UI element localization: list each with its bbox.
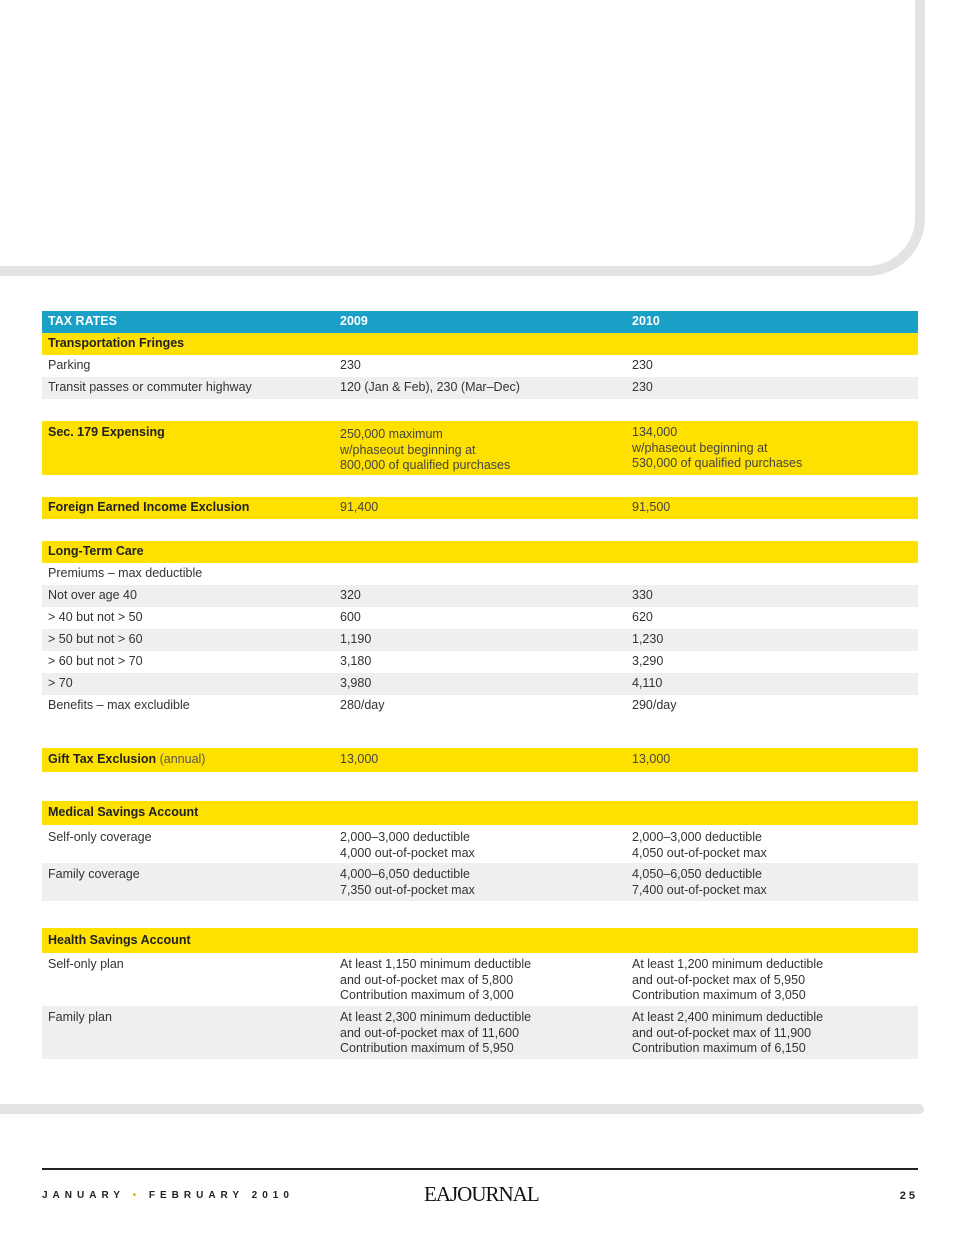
row-label: > 70 xyxy=(48,676,73,691)
row-value-2009: 13,000 xyxy=(340,752,379,767)
row-value-2010: 13,000 xyxy=(632,752,671,767)
section-medical-savings-account xyxy=(42,801,918,825)
row-label: Family plan xyxy=(48,1010,112,1024)
table-row xyxy=(42,1006,918,1059)
header-label: TAX RATES xyxy=(48,314,117,329)
row-value-2009: 4,000–6,050 deductible 7,350 out-of-pocket max xyxy=(340,867,475,897)
section-transportation-fringes xyxy=(42,333,918,355)
page-number: 25 xyxy=(899,1190,918,1202)
row-label: Not over age 40 xyxy=(48,588,137,603)
section-title-wrap xyxy=(42,752,334,768)
row-label: Self-only plan xyxy=(48,957,124,971)
row-value-2010: At least 1,200 minimum deductible and out-of-pocket max of 5,950 Contribution maximum of 3,050 xyxy=(632,957,824,1002)
row-value-2010: 3,290 xyxy=(632,654,664,669)
row-value-2010: 230 xyxy=(632,380,653,395)
row-value-2009: 91,400 xyxy=(340,500,379,515)
section-title: Health Savings Account xyxy=(48,932,191,947)
section-health-savings-account xyxy=(42,928,918,953)
row-value-2010: At least 2,400 minimum deductible and out-of-pocket max of 11,900 Contribution maximum of 6,150 xyxy=(632,1010,824,1055)
table-row xyxy=(42,695,918,717)
footer-month-1: JANUARY xyxy=(42,1190,125,1201)
section-title: Sec. 179 Expensing xyxy=(48,425,165,439)
row-value-2010: 620 xyxy=(632,610,653,625)
row-label: Benefits – max excludible xyxy=(48,698,190,713)
row-label: Family coverage xyxy=(48,867,140,881)
table-row xyxy=(42,825,918,863)
row-value-2009: 3,980 xyxy=(340,676,372,691)
row-value-2009: 120 (Jan & Feb), 230 (Mar–Dec) xyxy=(340,380,520,395)
row-value-2009: 250,000 maximum w/phaseout beginning at 800,000 of qualified purchases xyxy=(340,427,511,472)
row-label: Premiums – max deductible xyxy=(48,566,203,581)
row-label: > 50 but not > 60 xyxy=(48,632,143,647)
row-label: Transit passes or commuter highway xyxy=(48,380,252,395)
table-row xyxy=(42,651,918,673)
row-value-2009: 1,190 xyxy=(340,632,372,647)
row-value-2010: 4,110 xyxy=(632,676,663,691)
footer-rule xyxy=(42,1168,918,1170)
section-title: Foreign Earned Income Exclusion xyxy=(48,500,250,515)
row-value-2010: 290/day xyxy=(632,698,677,713)
table-header-row xyxy=(42,311,918,333)
row-value-2010: 1,230 xyxy=(632,632,664,647)
row-label: Self-only coverage xyxy=(48,830,152,844)
row-label: Parking xyxy=(48,358,91,373)
row-value-2010: 2,000–3,000 deductible 4,050 out-of-pocket max xyxy=(632,830,767,860)
section-title: Medical Savings Account xyxy=(48,805,199,820)
row-label: > 40 but not > 50 xyxy=(48,610,143,625)
footer-month-2: FEBRUARY 2010 xyxy=(148,1190,294,1201)
section-title: Long-Term Care xyxy=(48,544,144,559)
decorative-frame-top xyxy=(0,0,925,276)
row-value-2009: 2,000–3,000 deductible 4,000 out-of-pocket max xyxy=(340,830,475,860)
table-row xyxy=(42,585,918,607)
table-row xyxy=(42,563,918,585)
section-sec-179-expensing xyxy=(42,421,918,475)
table-row xyxy=(42,629,918,651)
section-title: Gift Tax Exclusion xyxy=(48,752,157,767)
table-row xyxy=(42,377,918,399)
journal-logo: EAJOURNAL xyxy=(424,1182,539,1206)
header-2010: 2010 xyxy=(632,314,660,329)
row-value-2010: 330 xyxy=(632,588,653,603)
row-value-2009: 280/day xyxy=(340,698,385,713)
row-value-2009: At least 2,300 minimum deductible and out-of-pocket max of 11,600 Contribution maximum of 5,950 xyxy=(340,1010,532,1055)
section-gift-tax-exclusion xyxy=(42,748,918,772)
row-value-2009: 3,180 xyxy=(340,654,372,669)
row-value-2010: 230 xyxy=(632,358,653,373)
row-value-2009: At least 1,150 minimum deductible and out-of-pocket max of 5,800 Contribution maximum of 3,000 xyxy=(340,957,532,1002)
row-value-2010: 91,500 xyxy=(632,500,671,515)
table-row xyxy=(42,863,918,901)
section-note: (annual) xyxy=(159,752,206,767)
row-value-2009: 230 xyxy=(340,358,361,373)
section-long-term-care xyxy=(42,541,918,563)
row-value-2009: 600 xyxy=(340,610,361,625)
footer-issue-date xyxy=(42,1190,294,1201)
row-value-2010: 4,050–6,050 deductible 7,400 out-of-pocket max xyxy=(632,867,767,897)
decorative-frame-bottom xyxy=(0,1104,924,1114)
section-title: Transportation Fringes xyxy=(48,336,185,351)
tax-rates-table xyxy=(42,311,918,1059)
table-row xyxy=(42,607,918,629)
row-value-2010: 134,000 w/phaseout beginning at 530,000 of qualified purchases xyxy=(632,425,803,470)
footer-separator: • xyxy=(132,1190,142,1201)
row-label: > 60 but not > 70 xyxy=(48,654,143,669)
table-row xyxy=(42,673,918,695)
table-row xyxy=(42,355,918,377)
row-value-2009: 320 xyxy=(340,588,361,603)
section-foreign-earned-income xyxy=(42,497,918,519)
header-2009: 2009 xyxy=(340,314,368,329)
table-row xyxy=(42,953,918,1006)
